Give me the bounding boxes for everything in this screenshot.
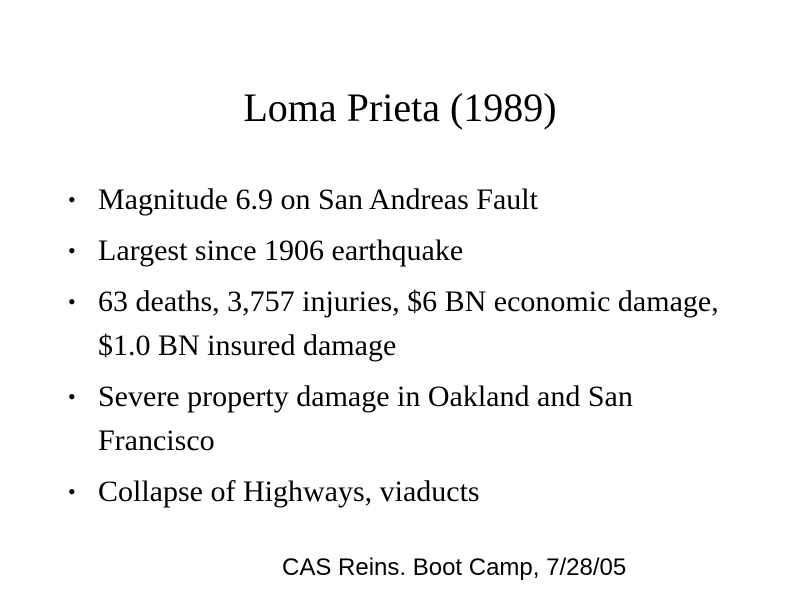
bullet-item <box>66 375 746 463</box>
bullet-list <box>66 178 746 521</box>
slide-footer: CAS Reins. Boot Camp, 7/28/05 <box>282 554 627 581</box>
bullet-item <box>66 470 746 514</box>
bullet-icon: • <box>68 238 76 263</box>
bullet-item <box>66 178 746 222</box>
bullet-text: Severe property damage in Oakland and San Francisco <box>98 380 633 457</box>
bullet-text: 63 deaths, 3,757 injuries, $6 BN economic damage, $1.0 BN insured damage <box>98 285 719 362</box>
slide-title: Loma Prieta (1989) <box>243 85 557 130</box>
bullet-icon: • <box>68 187 76 212</box>
bullet-item <box>66 229 746 273</box>
bullet-icon: • <box>68 384 76 409</box>
bullet-text: Collapse of Highways, viaducts <box>98 475 480 508</box>
bullet-icon: • <box>68 479 76 504</box>
bullet-text: Magnitude 6.9 on San Andreas Fault <box>98 183 538 216</box>
bullet-item <box>66 280 746 368</box>
bullet-text: Largest since 1906 earthquake <box>98 234 464 267</box>
bullet-icon: • <box>68 289 76 314</box>
